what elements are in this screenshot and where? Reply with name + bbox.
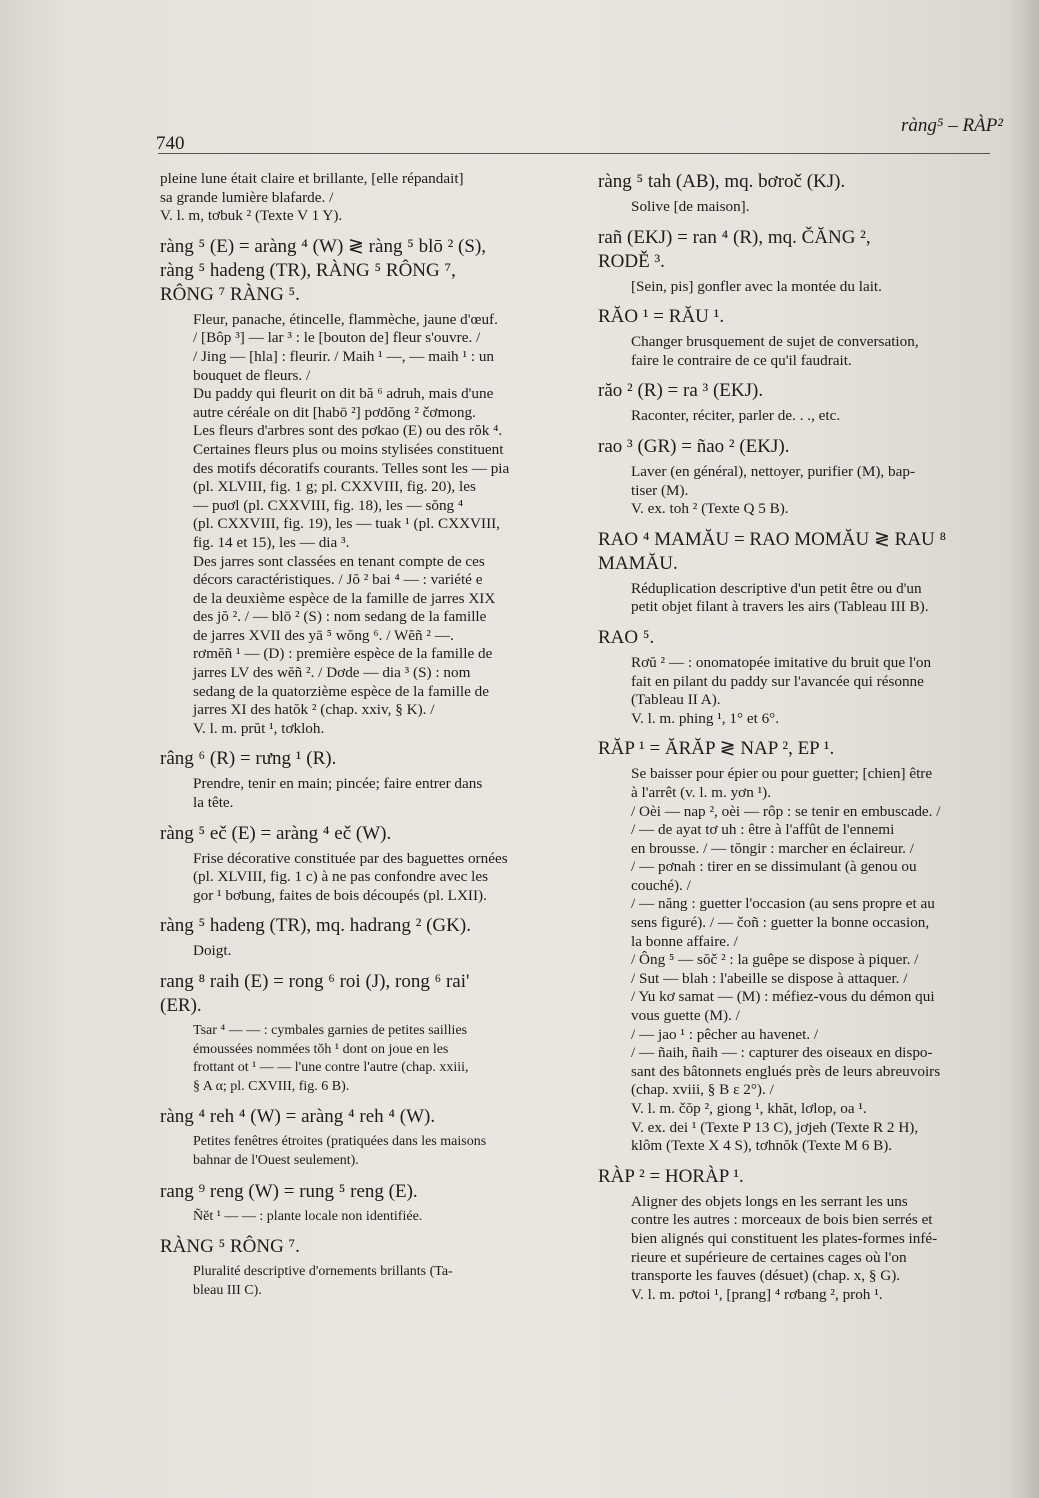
definition-line: / — pơnah : tirer en se dissimulant (à genou ou <box>631 858 917 876</box>
headword-line: ràng ⁵ hadeng (TR), mq. hadrang ² (GK). <box>160 915 471 937</box>
definition-line: / — jao ¹ : pêcher au havenet. / <box>631 1025 819 1043</box>
definition-line: bouquet de fleurs. / <box>193 366 311 384</box>
definition-line: des motifs décoratifs courants. Telles sont les — pia <box>193 459 510 477</box>
definition-line: à l'arrêt (v. l. m. yơn ¹). <box>631 783 772 801</box>
header-rule <box>158 153 990 154</box>
definition-line: décors caractéristiques. / Jŏ ² bai ⁴ — : variété e <box>193 571 483 589</box>
headword-line: RĂP ¹ = ĂRĂP ≷ NAP ², EP ¹. <box>598 738 835 760</box>
entry-headword <box>160 747 568 771</box>
dictionary-entry <box>160 914 568 961</box>
entry-headword <box>598 737 992 761</box>
headword-line: ràng ⁵ (E) = aràng ⁴ (W) ≷ ràng ⁵ blō ² (S), <box>160 235 487 257</box>
definition-line: V. l. m. pơtoi ¹, [prang] ⁴ rơbang ², proh ¹. <box>631 1285 883 1303</box>
entry-headword <box>598 626 992 650</box>
right-column <box>598 170 992 1313</box>
dictionary-entry <box>160 970 568 1096</box>
definition-line: sedang de la quatorzième espèce de la famille de <box>193 682 490 700</box>
dictionary-entry <box>598 170 992 217</box>
definition-line: Réduplication descriptive d'un petit être ou d'un <box>631 579 922 597</box>
definition-line: transporte les fauves (désuet) (chap. x, § G). <box>631 1267 901 1285</box>
headword-line: râng ⁶ (R) = rưng ¹ (R). <box>160 748 337 770</box>
definition-line: en brousse. / — tŏngir : marcher en éclaireur. / <box>631 839 914 857</box>
headword-line: RÀP ² = HORÀP ¹. <box>598 1165 744 1187</box>
definition-line: frottant ot ¹ — — l'une contre l'autre (chap. xxiii, <box>193 1060 469 1076</box>
definition-line: V. l. m. prŭt ¹, tơkloh. <box>193 719 325 737</box>
definition-line: Des jarres sont classées en tenant compte de ces <box>193 552 485 570</box>
definition-line: / — năng : guetter l'occasion (au sens propre et au <box>631 895 935 913</box>
definition-line: la tête. <box>193 794 234 812</box>
definition-line: Laver (en général), nettoyer, purifier (M), bap- <box>631 462 916 480</box>
headword-line: rang ⁸ raih (E) = rong ⁶ roi (J), rong ⁶ rai' <box>160 971 470 992</box>
definition-line: fait en pilant du paddy sur l'avancée qui résonne <box>631 672 924 690</box>
dictionary-entry <box>598 435 992 519</box>
definition-line: sant des bâtonnets englués près de leurs abreuvoirs <box>631 1062 941 1080</box>
entry-headword <box>598 226 992 274</box>
dictionary-entry <box>598 626 992 728</box>
definition-line: / Sut — blah : l'abeille se dispose à attaquer. / <box>631 969 908 987</box>
definition-line: de la deuxième espèce de la famille de jarres XIX <box>193 589 496 607</box>
entry-headword <box>160 822 568 846</box>
page-number: 740 <box>156 133 185 154</box>
entry-headword <box>160 1180 568 1204</box>
definition-line: Petites fenêtres étroites (pratiquées dans les maisons <box>193 1134 487 1150</box>
definition-line: Les fleurs d'arbres sont des pơkao (E) ou des rŏk ⁴. <box>193 422 503 440</box>
running-head: ràng⁵ – RÀP² <box>900 115 1003 136</box>
definition-line: petit objet filant à travers les airs (Tableau III B). <box>631 598 929 616</box>
definition-line: des jŏ ². / — blō ² (S) : nom sedang de la famille <box>193 608 487 626</box>
definition-line: vous guette (M). / <box>631 1007 740 1025</box>
definition-line: rơmĕñ ¹ — (D) : première espèce de la famille de <box>193 645 493 663</box>
headword-line: RÀNG ⁵ RÔNG ⁷. <box>160 1236 300 1258</box>
headword-line: rañ (EKJ) = ran ⁴ (R), mq. ČĂNG ², <box>598 226 871 248</box>
dictionary-entry <box>598 528 992 617</box>
entry-headword <box>160 235 568 307</box>
definition-line: V. l. m. čŏp ², giong ¹, khăt, lơlop, oa ¹. <box>631 1100 867 1117</box>
dictionary-entry <box>160 235 568 739</box>
dictionary-entry <box>598 737 992 1155</box>
entry-headword <box>598 379 992 403</box>
left-entries <box>160 235 568 1301</box>
definition-line: / [Bôp ³] — lar ³ : le [bouton de] fleur s'ouvre. / <box>193 329 481 347</box>
definition-line: jarres LV des wĕñ ². / Dơde — dia ³ (S) : nom <box>193 664 471 682</box>
entry-definition <box>598 278 992 297</box>
entry-definition <box>598 765 992 1155</box>
definition-line: bahnar de l'Ouest seulement). <box>193 1152 359 1168</box>
definition-line: autre céréale on dit [habō ²] pơdŏng ² čơmong. <box>193 403 476 421</box>
dictionary-entry <box>160 822 568 906</box>
entry-definition <box>160 775 568 812</box>
entry-headword <box>160 1235 568 1259</box>
entry-headword <box>598 170 992 194</box>
definition-line: Tsar ⁴ — — : cymbales garnies de petites saillies <box>193 1023 468 1038</box>
entry-definition <box>598 463 992 519</box>
definition-line: bien alignés qui constituent les plates-formes infé- <box>631 1229 938 1247</box>
headword-line: ràng ⁴ reh ⁴ (W) = aràng ⁴ reh ⁴ (W). <box>160 1106 436 1128</box>
continuation-line: sa grande lumière blafarde. / <box>160 188 334 206</box>
continued-entry <box>160 170 568 226</box>
headword-line: ràng ⁵ tah (AB), mq. bơroč (KJ). <box>598 171 846 192</box>
definition-line: Du paddy qui fleurit on dit bă ⁶ adruh, mais d'une <box>193 385 494 403</box>
definition-line: émoussées nommées tŏh ¹ dont on joue en les <box>193 1041 449 1057</box>
entry-definition <box>160 850 568 906</box>
continuation-line: pleine lune était claire et brillante, [elle répandait] <box>160 170 464 187</box>
definition-line: / — de ayat tơ uh : être à l'affût de l'ennemi <box>631 821 895 839</box>
definition-line: (pl. CXXVIII, fig. 19), les — tuak ¹ (pl. CXXVIII, <box>193 515 500 533</box>
left-column <box>160 170 568 1309</box>
definition-line: Pluralité descriptive d'ornements brillants (Ta- <box>193 1264 453 1280</box>
headword-line: ràng ⁵ hadeng (TR), RÀNG ⁵ RÔNG ⁷, <box>160 259 456 281</box>
definition-line: fig. 14 et 15), les — dia ³. <box>193 533 350 551</box>
definition-line: (Tableau II A). <box>631 691 721 709</box>
entry-headword <box>598 1165 992 1189</box>
entry-definition <box>598 654 992 728</box>
definition-line: jarres XI des hatŏk ² (chap. xxiv, § K). / <box>193 701 435 719</box>
definition-line: / Yu kơ samat — (M) : méfiez-vous du démon qui <box>631 988 935 1006</box>
headword-line: răo ² (R) = ra ³ (EKJ). <box>598 380 764 402</box>
headword-line: RÔNG ⁷ RÀNG ⁵. <box>160 283 300 305</box>
definition-line: gor ¹ bơbung, faites de bois découpés (pl. LXII). <box>193 886 487 904</box>
entry-definition <box>160 1133 568 1170</box>
entry-headword <box>160 1105 568 1129</box>
headword-line: rang ⁹ reng (W) = rung ⁵ reng (E). <box>160 1180 418 1202</box>
definition-line: de jarres XVII des yā ⁵ wŏng ⁶. / Wĕñ ² —. <box>193 626 454 644</box>
definition-line: Ñĕt ¹ — — : plante locale non identifiée. <box>193 1208 423 1224</box>
entry-definition <box>160 1263 568 1300</box>
continuation-line: V. l. m, tơbuk ² (Texte V 1 Y). <box>160 207 343 225</box>
entry-definition <box>598 1193 992 1305</box>
dictionary-entry <box>160 1105 568 1170</box>
definition-line: — puơl (pl. CXXVIII, fig. 18), les — sŏng ⁴ <box>193 496 464 514</box>
definition-line: (chap. xviii, § B ε 2°). / <box>631 1081 774 1099</box>
definition-line: (pl. XLVIII, fig. 1 c) à ne pas confondre avec les <box>193 868 489 886</box>
right-entries <box>598 170 992 1304</box>
definition-line: § A α; pl. CXVIII, fig. 6 B). <box>193 1078 350 1094</box>
definition-line: rieure et supérieure de certaines cages où l'on <box>631 1248 907 1266</box>
headword-line: RAO ⁴ MAMĂU = RAO MOMĂU ≷ RAU ⁸ <box>598 528 947 550</box>
entry-definition <box>160 311 568 739</box>
definition-line: V. l. m. phing ¹, 1° et 6°. <box>631 709 780 727</box>
entry-headword <box>598 305 992 329</box>
definition-line: contre les autres : morceaux de bois bien serrés et <box>631 1211 933 1229</box>
definition-line: klôm (Texte X 4 S), tơhnŏk (Texte M 6 B). <box>631 1137 893 1155</box>
definition-line: Doigt. <box>193 942 232 960</box>
dictionary-entry <box>598 379 992 426</box>
definition-line: Aligner des objets longs en les serrant les uns <box>631 1192 908 1210</box>
definition-line: Certaines fleurs plus ou moins stylisées constituent <box>193 440 504 458</box>
headword-line: RAO ⁵. <box>598 626 655 648</box>
entry-definition <box>598 333 992 370</box>
headword-line: MAMĂU. <box>598 552 678 574</box>
definition-line: Se baisser pour épier ou pour guetter; [chien] être <box>631 765 933 783</box>
definition-line: couché). / <box>631 876 691 894</box>
dictionary-entry <box>160 1235 568 1300</box>
definition-line: Rơŭ ² — : onomatopée imitative du bruit que l'on <box>631 653 932 671</box>
headword-line: ràng ⁵ eč (E) = aràng ⁴ eč (W). <box>160 822 392 844</box>
definition-line: Frise décorative constituée par des baguettes ornées <box>193 849 508 867</box>
entry-headword <box>598 528 992 576</box>
definition-line: [Sein, pis] gonfler avec la montée du lait. <box>631 277 882 295</box>
entry-definition <box>160 1022 568 1096</box>
definition-line: sens figuré). / — čoñ : guetter la bonne occasion, <box>631 914 930 932</box>
definition-line: Solive [de maison]. <box>631 198 750 215</box>
definition-line: Fleur, panache, étincelle, flammèche, jaune d'œuf. <box>193 310 498 328</box>
definition-line: / Oèi — nap ², oèi — rôp : se tenir en embuscade. / <box>631 802 941 820</box>
definition-line: la bonne affaire. / <box>631 932 738 950</box>
entry-definition <box>598 198 992 217</box>
entry-headword <box>160 970 568 1018</box>
definition-line: Raconter, réciter, parler de. . ., etc. <box>631 407 841 425</box>
definition-line: faire le contraire de ce qu'il faudrait. <box>631 351 852 369</box>
definition-line: bleau III C). <box>193 1282 262 1298</box>
entry-definition <box>598 580 992 617</box>
headword-line: rao ³ (GR) = ñao ² (EKJ). <box>598 435 790 457</box>
definition-line: Prendre, tenir en main; pincée; faire entrer dans <box>193 775 483 793</box>
definition-line: (pl. XLVIII, fig. 1 g; pl. CXXVIII, fig. 20), les <box>193 478 476 496</box>
headword-line: RODĚ ³. <box>598 250 665 272</box>
headword-line: (ER). <box>160 995 202 1016</box>
entry-definition <box>160 942 568 961</box>
definition-line: Changer brusquement de sujet de conversation, <box>631 333 919 351</box>
entry-headword <box>598 435 992 459</box>
definition-line: / Ông ⁵ — sŏč ² : la guêpe se dispose à piquer. / <box>631 951 919 969</box>
entry-headword <box>160 914 568 938</box>
dictionary-entry <box>598 226 992 297</box>
dictionary-entry <box>160 1180 568 1227</box>
entry-definition <box>160 1208 568 1227</box>
dictionary-entry <box>598 1165 992 1305</box>
headword-line: RĂO ¹ = RĂU ¹. <box>598 306 725 328</box>
definition-line: / Jing — [hla] : fleurir. / Maih ¹ —, — maih ¹ : un <box>193 347 495 365</box>
dictionary-entry <box>160 747 568 812</box>
definition-line: V. ex. toh ² (Texte Q 5 B). <box>631 500 789 518</box>
entry-definition <box>598 407 992 426</box>
definition-line: tiser (M). <box>631 481 689 499</box>
definition-line: / — ñaih, ñaih — : capturer des oiseaux en dispo- <box>631 1044 933 1062</box>
dictionary-entry <box>598 305 992 370</box>
definition-line: V. ex. dei ¹ (Texte P 13 C), jơjeh (Texte R 2 H), <box>631 1118 919 1136</box>
